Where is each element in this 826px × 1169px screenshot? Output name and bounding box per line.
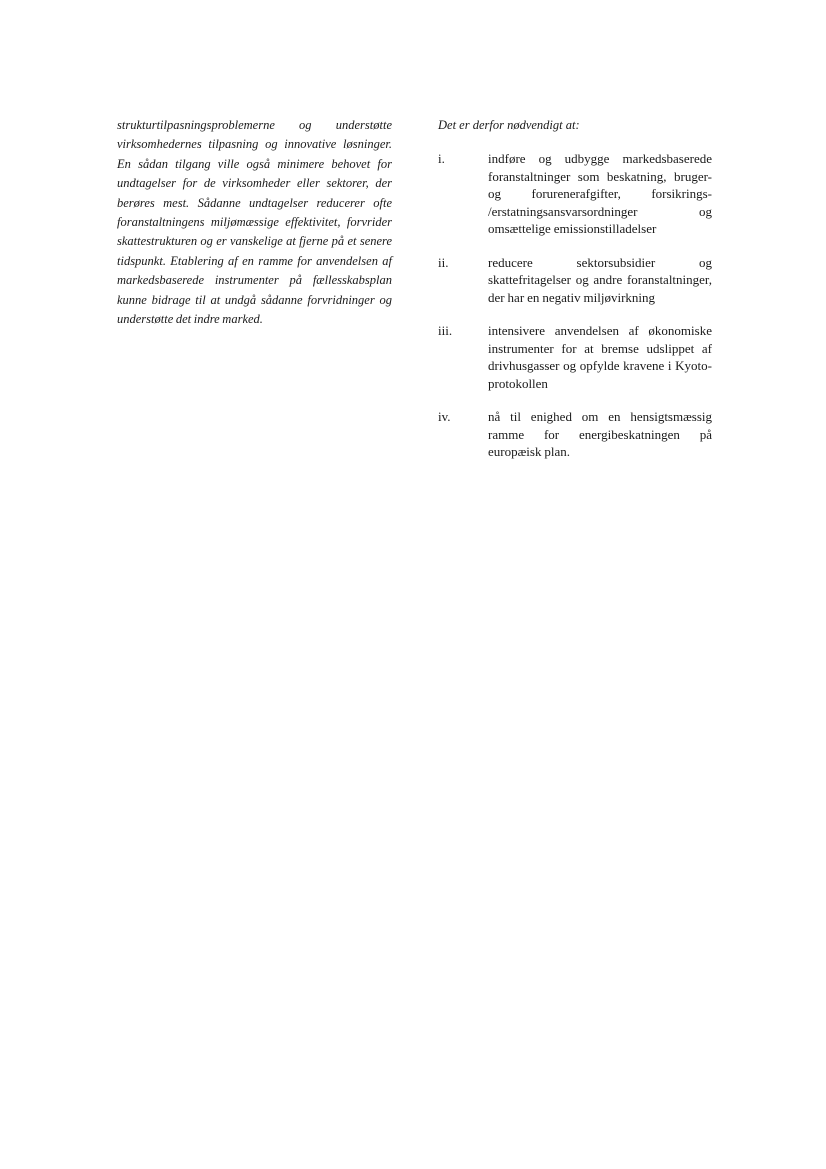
list-intro: Det er derfor nødvendigt at:: [438, 118, 580, 132]
list-item-text: indføre og udbygge markedsbaserede foranstaltninger som beskatning, bruger- og forurenerafgifter, forsikrings- /erstatningsansvarsordninger og omsættelige emissionstilladelser: [488, 151, 712, 237]
list-item: [438, 150, 712, 238]
left-column: [117, 116, 392, 329]
list-item-number: i.: [438, 151, 445, 167]
list-item-number: iii.: [438, 323, 453, 339]
list-item: [438, 408, 712, 461]
list-item-number: iv.: [438, 409, 451, 425]
list-item: [438, 322, 712, 392]
list-item-number: ii.: [438, 254, 449, 270]
list-item-text: reducere sektorsubsidier og skattefritagelser og andre foranstaltninger, der har en negativ miljøvirkning: [488, 254, 712, 305]
list-item-text: intensivere anvendelsen af økonomiske instrumenter for at bremse udslippet af drivhusgasser og opfylde kravene i Kyoto-protokollen: [488, 323, 712, 391]
list-item-text: nå til enighed om en hensigtsmæssig ramme for energibeskatningen på europæisk plan.: [488, 409, 712, 460]
list-item: [438, 254, 712, 307]
right-column: [438, 116, 712, 477]
left-paragraph: strukturtilpasningsproblemerne og understøtte virksomhedernes tilpasning og innovative løsninger. En sådan tilgang ville også minimere behovet for undtagelser for de virksomheder eller sektorer, der berøres mest. Sådanne undtagelser reducerer ofte foranstaltningens miljømæssige effektivitet, forvrider skattestrukturen og er vanskelige at fjerne på et senere tidspunkt. Etablering af en ramme for anvendelsen af markedsbaserede instrumenter på fællesskabsplan kunne bidrage til at undgå sådanne forvridninger og understøtte det indre marked.: [117, 118, 392, 327]
